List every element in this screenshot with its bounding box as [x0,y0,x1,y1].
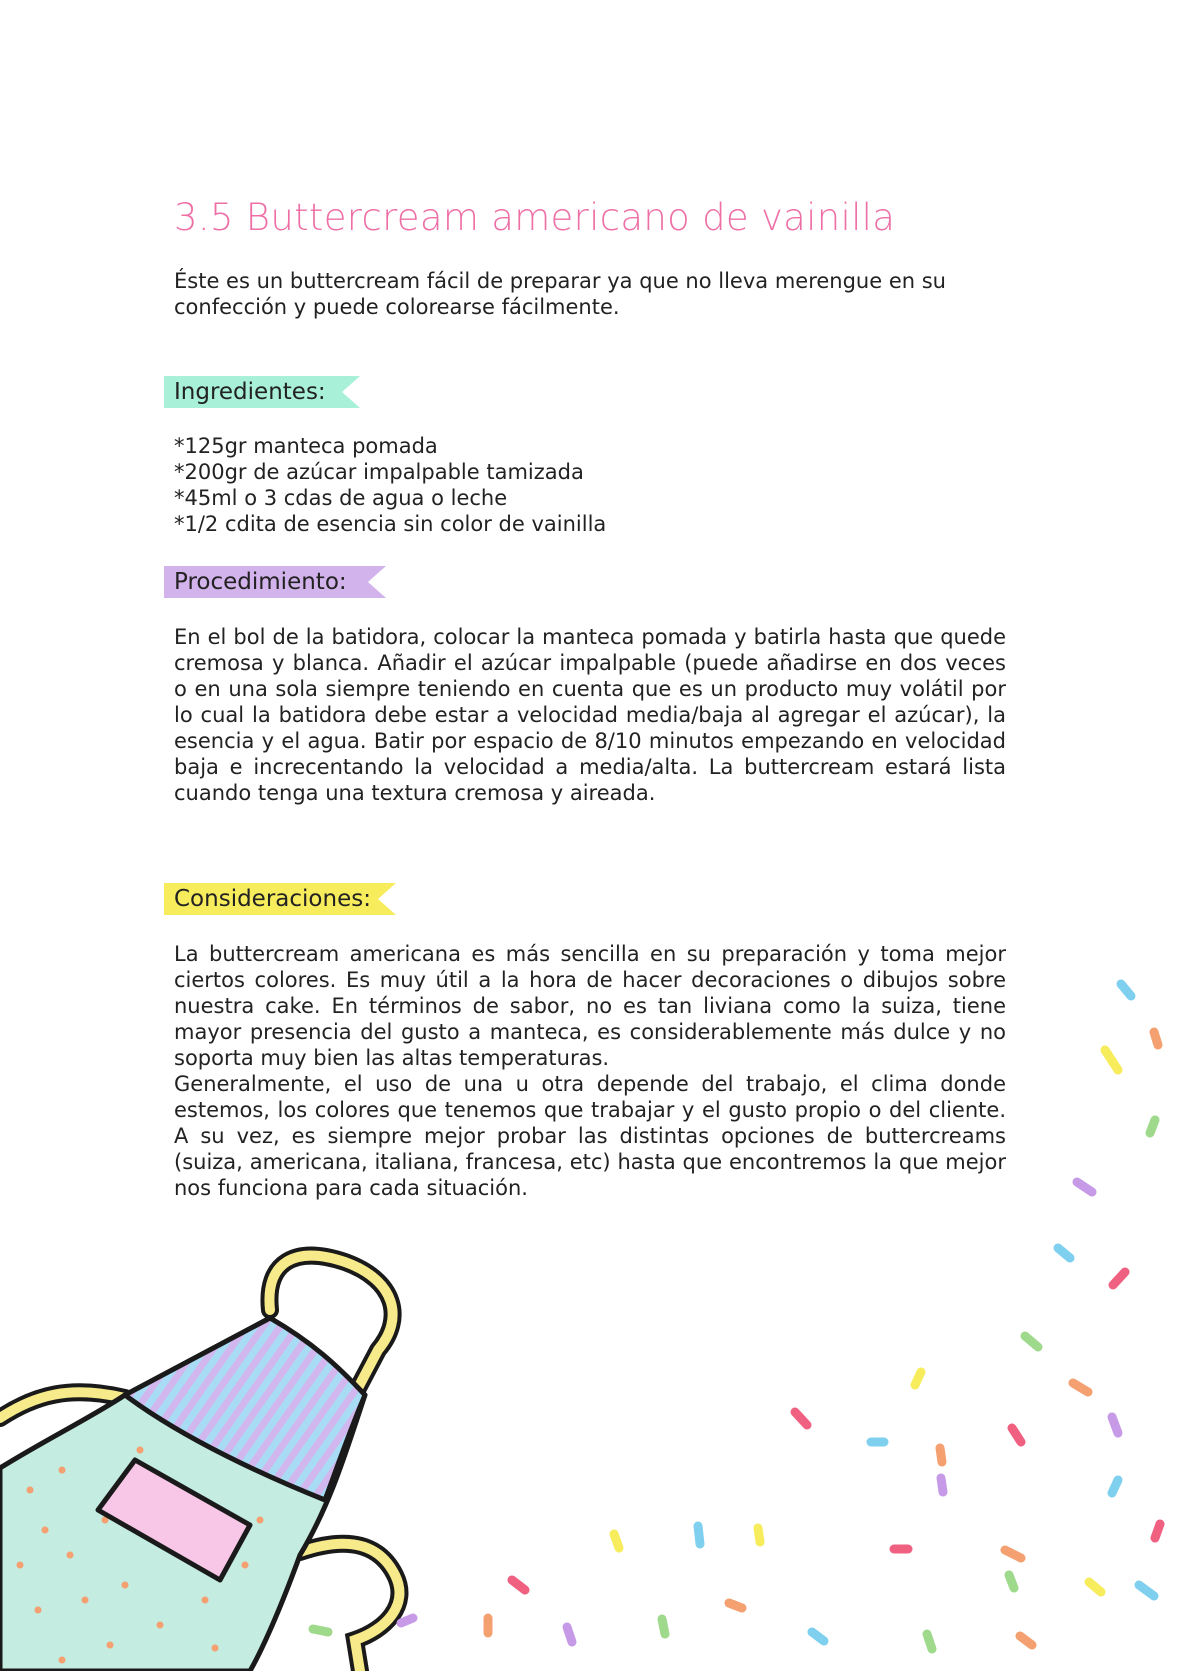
procedure-paragraph: En el bol de la batidora, colocar la manteca pomada y batirla hasta que quede cremosa y blanca. Añadir el azúcar impalpable (puede añadirse en dos veces o en una sola siempre teniendo en cuenta que es un producto muy volátil por lo cual la batidora debe estar a velocidad media/baja al agregar el azúcar), la esencia y el agua. Batir por espacio de 8/10 minutos empezando en velocidad baja e increcentando la velocidad a media/alta. La buttercream estará lista cuando tenga una textura cremosa y aireada. [174,625,1006,805]
sprinkles-decoration [313,984,1160,1649]
considerations-paragraph-1: La buttercream americana es más sencilla en su preparación y toma mejor ciertos colores. Es muy útil a la hora de hacer decoraciones o dibujos sobre nuestra cake. En términos de sabor, no es tan liviana como la suiza, tiene mayor presencia del gusto a manteca, es considerablemente más dulce y no soporta muy bien las altas temperaturas. [174,942,1006,1070]
page-title: 3.5 Buttercream americano de vainilla [174,196,896,239]
list-item: *45ml o 3 cdas de agua o leche [174,486,508,510]
procedure-heading-label: Procedimiento: [174,569,347,595]
considerations-heading-label: Consideraciones: [174,886,371,912]
considerations-heading [164,883,406,915]
considerations-paragraph-2: Generalmente, el uso de una u otra depende del trabajo, el clima donde estemos, los colores que tenemos que trabajar y el gusto propio o del cliente. A su vez, es siempre mejor probar las distintas opciones de buttercreams (suiza, americana, italiana, francesa, etc) hasta que encontremos la que mejor nos funciona para cada situación. [174,1072,1006,1200]
list-item: *200gr de azúcar impalpable tamizada [174,460,584,484]
list-item: *1/2 cdita de esencia sin color de vainilla [174,512,607,536]
list-item: *125gr manteca pomada [174,434,438,458]
ingredients-heading-label: Ingredientes: [174,379,326,405]
intro-paragraph: Éste es un buttercream fácil de preparar ya que no lleva merengue en su confección y puede colorearse fácilmente. [174,269,946,319]
